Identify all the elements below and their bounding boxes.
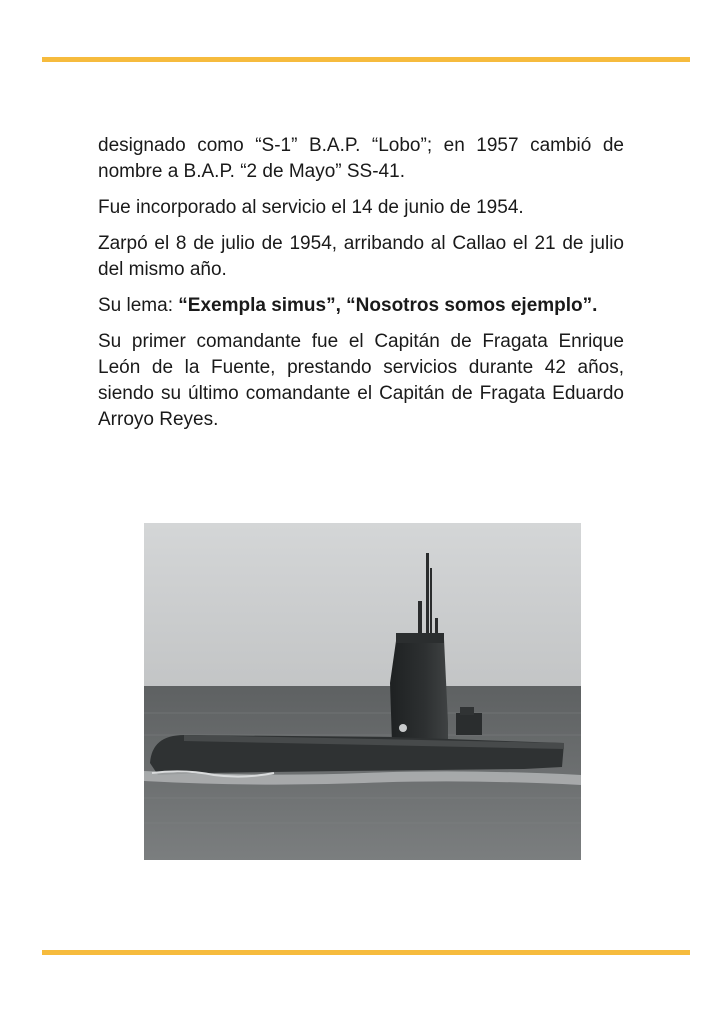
motto-latin: “Exempla simus”, <box>178 295 341 316</box>
paragraph-motto <box>98 293 624 319</box>
paragraph-commission-date: Fue incorporado al servicio el 14 de junio de 1954. <box>98 197 524 218</box>
submarine-illustration <box>144 523 581 860</box>
top-accent-rule <box>42 57 690 62</box>
paragraph-departure: Zarpó el 8 de julio de 1954, arribando al Callao el 21 de julio del mismo año. <box>98 233 624 280</box>
body-text <box>98 133 624 443</box>
submarine-photo <box>144 523 581 860</box>
motto-spanish: “Nosotros somos ejemplo”. <box>346 295 598 316</box>
paragraph-designation: designado como “S-1” B.A.P. “Lobo”; en 1957 cambió de nombre a B.A.P. “2 de Mayo” SS-41. <box>98 135 624 182</box>
bottom-accent-rule <box>42 950 690 955</box>
paragraph-commanders: Su primer comandante fue el Capitán de Fragata Enrique León de la Fuente, prestando servicios durante 42 años, siendo su último comandante el Capitán de Fragata Eduardo Arroyo Reyes. <box>98 331 624 430</box>
motto-prefix: Su lema: <box>98 295 179 316</box>
